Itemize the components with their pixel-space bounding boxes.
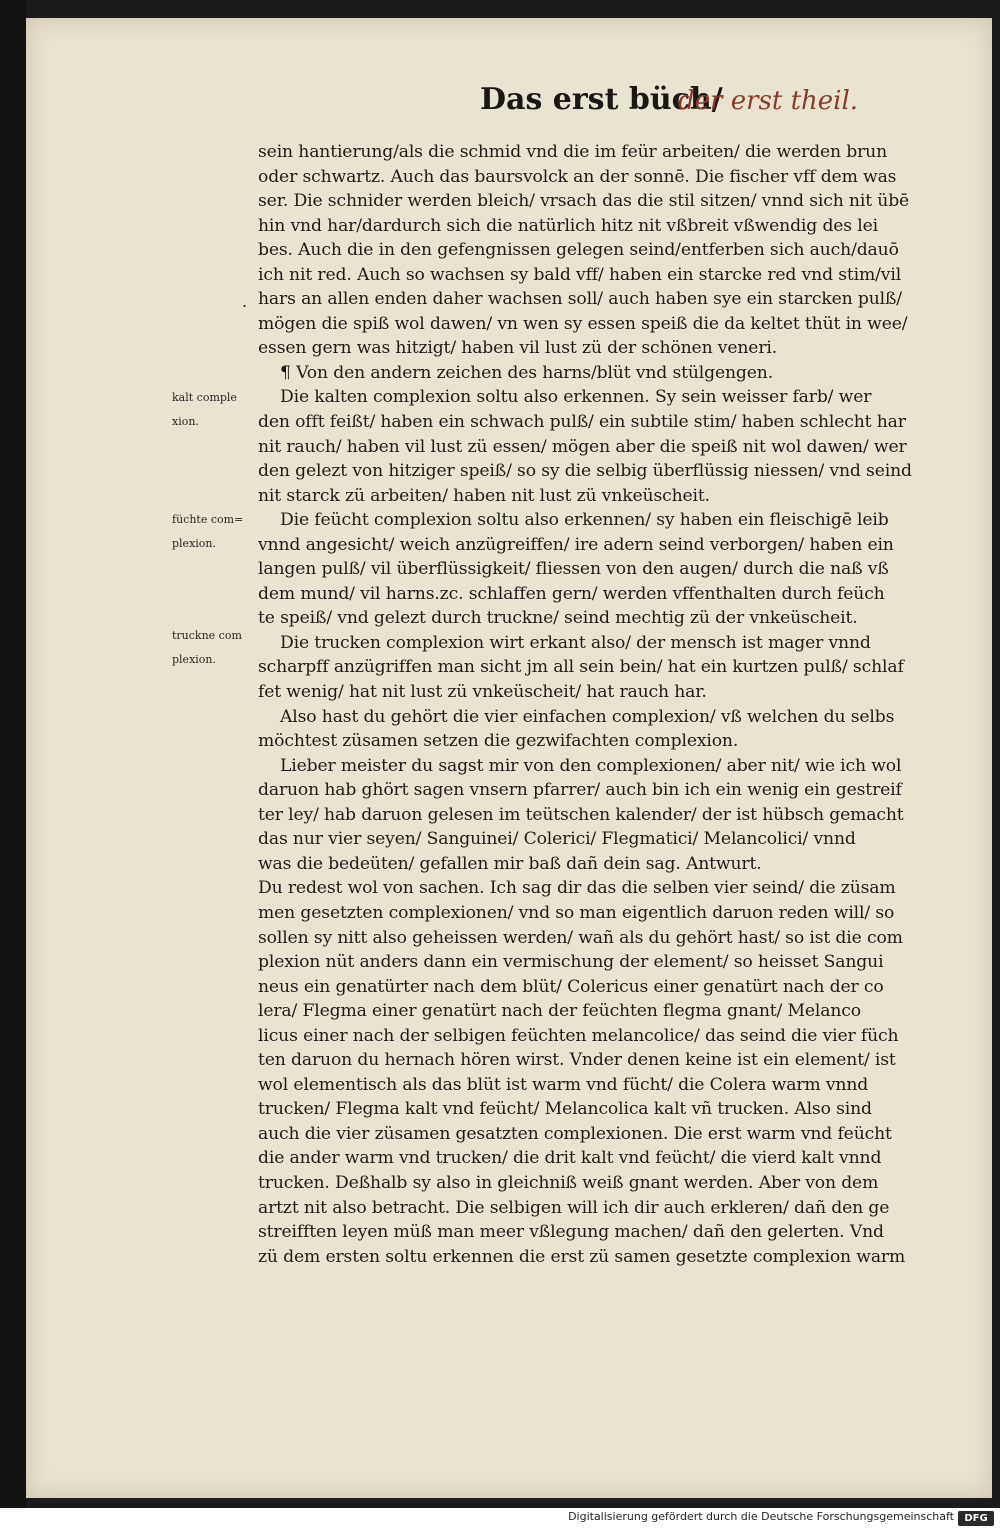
section-heading: ¶ Von den andern zeichen des harns/blüt vnd stülgengen. (280, 362, 774, 383)
margin-note-line: kalt comple (172, 391, 237, 404)
text-line: Also hast du gehört die vier einfachen complexion/ vß welchen du selbs (280, 706, 895, 727)
text-line: bes. Auch die in den gefengnissen gelegen seind/entferben sich auch/dauō (258, 240, 899, 261)
dfg-logo-icon: DFG (958, 1511, 994, 1526)
text-line: was die bedeüten/ gefallen mir baß dañ dein sag. Antwurt. (258, 853, 762, 874)
text-line: trucken. Deßhalb sy also in gleichniß weiß gnant werden. Aber von dem (258, 1172, 879, 1193)
text-line: essen gern was hitzigt/ haben vil lust zü der schönen veneri. (258, 338, 778, 359)
text-line: das nur vier seyen/ Sanguinei/ Colerici/ Flegmatici/ Melancolici/ vnnd (258, 829, 856, 850)
text-line: plexion nüt anders dann ein vermischung der element/ so heisset Sangui (258, 952, 884, 973)
text-line: hin vnd har/dardurch sich die natürlich hitz nit vßbreit vßwendig des lei (258, 215, 879, 236)
text-line: den gelezt von hitziger speiß/ so sy die selbig überflüssig niessen/ vnd seind (258, 461, 912, 482)
margin-note-line: plexion. (172, 653, 216, 666)
text-line: nit starck zü arbeiten/ haben nit lust zü vnkeüscheit. (258, 485, 710, 506)
text-line: langen pulß/ vil überflüssigkeit/ fliessen von den augen/ durch die naß vß (258, 559, 889, 580)
text-line: te speiß/ vnd gelezt durch truckne/ seind mechtig zü der vnkeüscheit. (258, 608, 858, 629)
stray-mark: . (242, 292, 248, 311)
text-line: Die feücht complexion soltu also erkennen/ sy haben ein fleischigē leib (280, 510, 889, 531)
handwritten-note: der erst theil. (678, 86, 859, 116)
text-line: Lieber meister du sagst mir von den complexionen/ aber nit/ wie ich wol (280, 755, 902, 776)
text-line: sollen sy nitt also geheissen werden/ wañ als du gehört hast/ so ist die com (258, 927, 903, 948)
text-line: mögen die spiß wol dawen/ vn wen sy essen speiß die da keltet thüt in wee/ (258, 313, 908, 334)
text-line: scharpff anzügriffen man sicht jm all sein bein/ hat ein kurtzen pulß/ schlaf (258, 657, 904, 678)
text-line: sein hantierung/als die schmid vnd die im feür arbeiten/ die werden brun (258, 142, 888, 162)
text-line: streifften leyen müß man meer vßlegung machen/ dañ den gelerten. Vnd (258, 1222, 884, 1243)
text-line: ser. Die schnider werden bleich/ vrsach das die stil sitzen/ vnnd sich nit übē (258, 191, 910, 212)
text-line: hars an allen enden daher wachsen soll/ auch haben sye ein starcken pulß/ (258, 289, 902, 310)
margin-note-line: xion. (172, 415, 199, 428)
text-line: trucken/ Flegma kalt vnd feücht/ Melancolica kalt vñ trucken. Also sind (258, 1099, 872, 1120)
text-line: zü dem ersten soltu erkennen die erst zü samen gesetzte complexion warm (258, 1246, 906, 1267)
text-line: möchtest züsamen setzen die gezwifachten complexion. (258, 731, 739, 752)
text-line: nit rauch/ haben vil lust zü essen/ mögen aber die speiß nit wol dawen/ wer (258, 436, 907, 457)
text-line: ter ley/ hab daruon gelesen im teütschen kalender/ der ist hübsch gemacht (258, 804, 904, 825)
margin-note-line: truckne com (172, 629, 242, 642)
funding-credit: Digitalisierung gefördert durch die Deutsche Forschungsgemeinschaft (568, 1510, 954, 1523)
text-line: daruon hab ghört sagen vnsern pfarrer/ auch bin ich ein wenig ein gestreif (258, 780, 902, 801)
text-line: vnnd angesicht/ weich anzügreiffen/ ire adern seind verborgen/ haben ein (258, 534, 894, 555)
text-line: Du redest wol von sachen. Ich sag dir das die selben vier seind/ die züsam (258, 878, 896, 899)
text-line: licus einer nach der selbigen feüchten melancolice/ das seind die vier füch (258, 1025, 899, 1046)
text-line: neus ein genatürter nach dem blüt/ Colericus einer genatürt nach der co (258, 976, 884, 997)
margin-note-trucken (172, 624, 258, 672)
text-line: dem mund/ vil harns.zc. schlaffen gern/ werden vffenthalten durch feüch (258, 583, 885, 604)
text-line: Die trucken complexion wirt erkant also/ der mensch ist mager vnnd (280, 632, 871, 653)
text-line: oder schwartz. Auch das baursvolck an der sonnē. Die fischer vff dem was (258, 166, 897, 187)
text-line: lera/ Flegma einer genatürt nach der feüchten flegma gnant/ Melanco (258, 1001, 861, 1022)
running-head: Das erst büch/ (480, 82, 723, 117)
scan-dark-edge (0, 0, 26, 1529)
body-text (258, 140, 918, 1269)
text-line: den offt feißt/ haben ein schwach pulß/ ein subtile stim/ haben schlecht har (258, 412, 906, 433)
margin-note-line: füchte com= (172, 513, 244, 526)
text-line: men gesetzten complexionen/ vnd so man eigentlich daruon reden will/ so (258, 902, 895, 923)
margin-note-kalt (172, 386, 258, 434)
margin-note-line: plexion. (172, 537, 216, 550)
text-line: wol elementisch als das blüt ist warm vnd fücht/ die Colera warm vnnd (258, 1074, 869, 1095)
footer-bar (0, 1508, 1000, 1529)
text-line: artzt nit also betracht. Die selbigen will ich dir auch erkleren/ dañ den ge (258, 1197, 890, 1218)
text-line: fet wenig/ hat nit lust zü vnkeüscheit/ hat rauch har. (258, 682, 707, 703)
text-line: auch die vier züsamen gesatzten complexionen. Die erst warm vnd feücht (258, 1123, 892, 1144)
text-line: ich nit red. Auch so wachsen sy bald vff/ haben ein starcke red vnd stim/vil (258, 264, 902, 285)
text-line: ten daruon du hernach hören wirst. Vnder denen keine ist ein element/ ist (258, 1050, 896, 1071)
text-line: Die kalten complexion soltu also erkennen. Sy sein weisser farb/ wer (280, 387, 872, 408)
text-line: die ander warm vnd trucken/ die drit kalt vnd feücht/ die vierd kalt vnnd (258, 1148, 882, 1169)
margin-note-feucht (172, 508, 258, 556)
